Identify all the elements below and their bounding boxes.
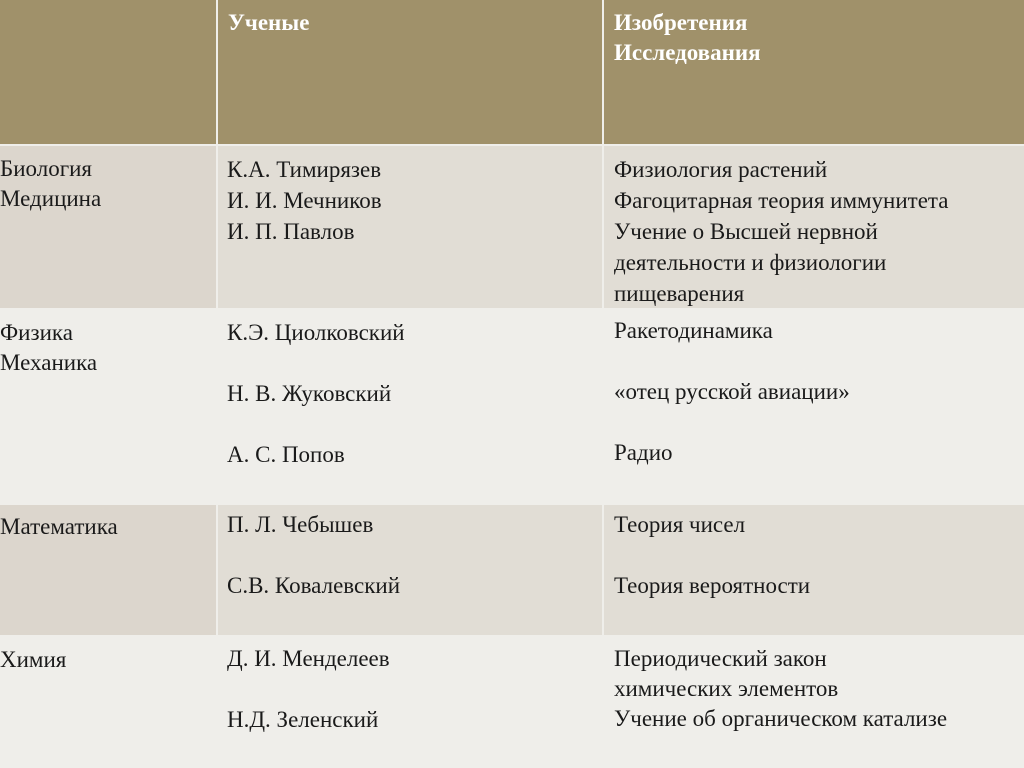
header-cell-scientists	[218, 0, 602, 144]
field-cell	[0, 505, 216, 635]
scientist-name: Д. И. Менделеев	[227, 646, 390, 671]
scientists-list	[227, 154, 382, 247]
field-line: Механика	[0, 350, 98, 375]
field-name	[0, 318, 97, 378]
works-list	[614, 644, 947, 734]
scientist-name: А. С. Попов	[227, 442, 345, 467]
scientist-name: К.А. Тимирязев	[227, 157, 382, 182]
field-cell	[0, 310, 216, 503]
work-line: Учение о Высшей нервной	[614, 219, 878, 244]
scientist-name: К.Э. Циолковский	[227, 320, 405, 345]
scientists-cell	[218, 505, 602, 635]
scientist-name: И. П. Павлов	[227, 219, 355, 244]
work-line: Фагоцитарная теория иммунитета	[614, 188, 949, 213]
work-line: Периодический закон	[614, 646, 827, 671]
header-cell-field	[0, 0, 216, 144]
work-line: Теория чисел	[614, 512, 746, 537]
field-cell	[0, 146, 216, 308]
field-line: Математика	[0, 514, 118, 539]
works-list	[614, 510, 810, 601]
field-line: Физика	[0, 320, 73, 345]
work-line: Физиология растений	[614, 157, 828, 182]
header-scientists-label: Ученые	[228, 10, 310, 35]
field-name	[0, 645, 66, 675]
work-line: Теория вероятности	[614, 573, 811, 598]
table-row	[0, 146, 1024, 308]
work-line: Учение об органическом катализе	[614, 706, 948, 731]
scientists-cell	[218, 310, 602, 503]
table-row	[0, 310, 1024, 503]
field-name	[0, 154, 101, 214]
works-cell	[604, 310, 1024, 503]
work-line: химических элементов	[614, 676, 839, 701]
scientist-name: И. И. Мечников	[227, 188, 382, 213]
header-works-line: Исследования	[614, 40, 761, 65]
field-line: Химия	[0, 647, 67, 672]
header-works-label	[614, 8, 761, 68]
table-row	[0, 505, 1024, 635]
works-cell	[604, 505, 1024, 635]
table-row	[0, 637, 1024, 768]
work-line: пищеварения	[614, 281, 745, 306]
scientists-cell	[218, 146, 602, 308]
field-name	[0, 512, 118, 542]
scientist-name: Н.Д. Зеленский	[227, 707, 379, 732]
works-list	[614, 154, 948, 309]
works-list	[614, 316, 850, 468]
field-line: Медицина	[0, 186, 102, 211]
header-works-line: Изобретения	[614, 10, 748, 35]
scientists-list	[227, 510, 400, 601]
works-cell	[604, 637, 1024, 768]
scientist-name: Н. В. Жуковский	[227, 381, 392, 406]
field-cell	[0, 637, 216, 768]
scientist-name: П. Л. Чебышев	[227, 512, 374, 537]
scientist-name: С.В. Ковалевский	[227, 573, 401, 598]
scientists-list	[227, 318, 405, 470]
work-line: Ракетодинамика	[614, 318, 773, 343]
works-cell	[604, 146, 1024, 308]
header-cell-works	[604, 0, 1024, 144]
scientists-list	[227, 644, 390, 735]
scientists-cell	[218, 637, 602, 768]
work-line: «отец русской авиации»	[614, 379, 850, 404]
table-header-row	[0, 0, 1024, 144]
work-line: деятельности и физиологии	[614, 250, 887, 275]
work-line: Радио	[614, 440, 673, 465]
field-line: Биология	[0, 156, 93, 181]
